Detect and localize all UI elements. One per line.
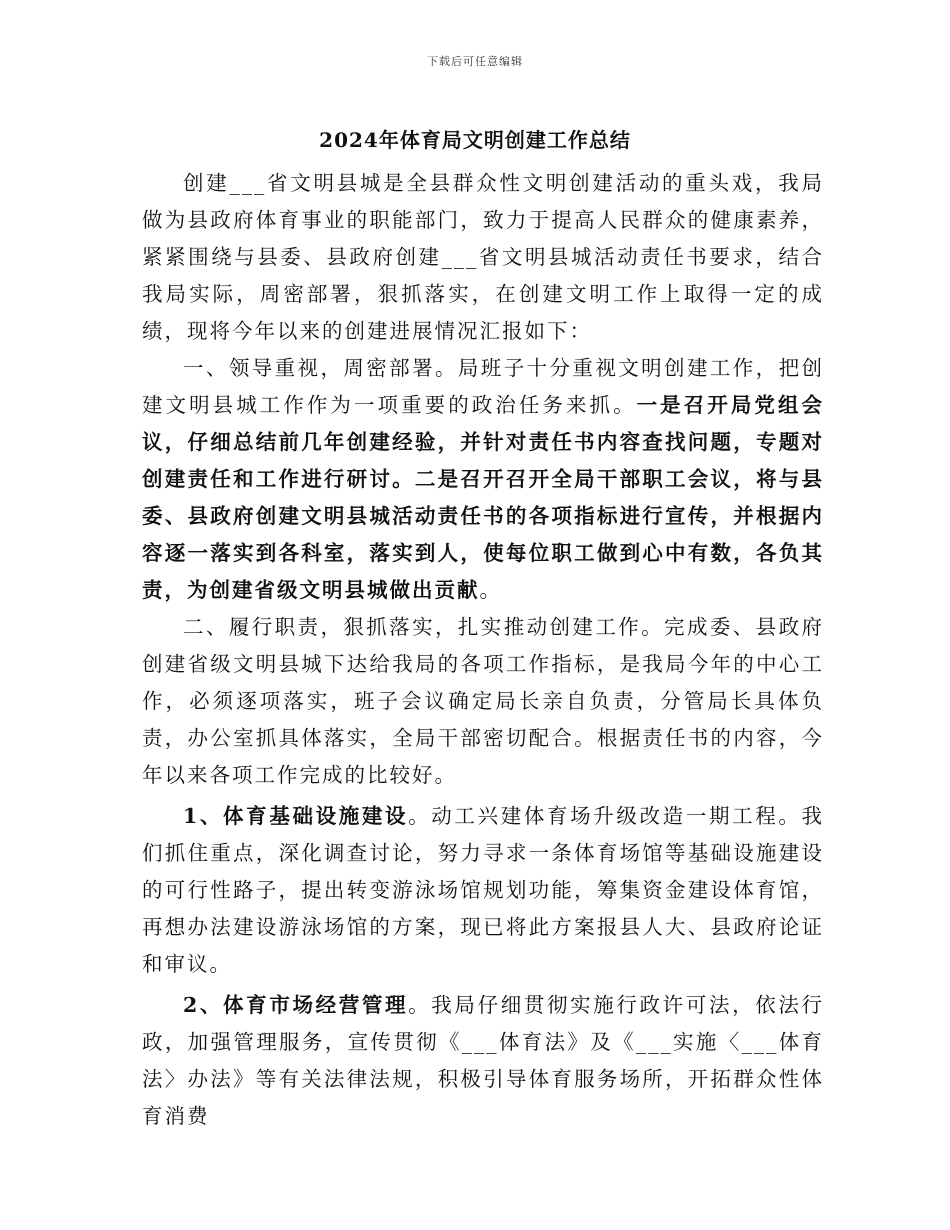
document-body (142, 165, 824, 1135)
paragraph-leadership-text: 一、领导重视，周密部署。局班子十分重视文明创建工作，把创建文明县城工作作为一项重要的政治任务来抓。 (142, 356, 824, 417)
page-header-note: 下载后可任意编辑 (427, 55, 523, 68)
paragraph-market-heading: 2、体育市场经营管理 (183, 993, 409, 1017)
paragraph-infrastructure-text: 。动工兴建体育场升级改造一期工程。我们抓住重点，深化调查讨论，努力寻求一条体育场馆等基础设施建设的可行性路子，提出转变游泳场馆规划功能，筹集资金建设体育馆，再想办法建设游泳场馆的方案，现已将此方案报县人大、县政府论证和审议。 (142, 804, 825, 976)
paragraph-leadership (142, 350, 824, 609)
paragraph-infrastructure-heading: 1、体育基础设施建设 (183, 804, 409, 828)
paragraph-market-text: 。我局仔细贯彻实施行政许可法，依法行政，加强管理服务，宣传贯彻《___体育法》及《___实施〈___体育法〉办法》等有关法律法规，积极引导体育服务场所，开拓群众性体育消费 (142, 993, 825, 1128)
document-title: 2024年体育局文明创建工作总结 (319, 128, 631, 152)
paragraph-leadership-bold-text: 一是召开局党组会议，仔细总结前几年创建经验，并针对责任书内容查找问题，专题对创建责任和工作进行研讨。二是召开召开全局干部职工会议，将与县委、县政府创建文明县城活动责任书的各项指标进行宣传，并根据内容逐一落实到各科室，落实到人，使每位职工做到心中有数，各负其责，为创建省级文明县城做出贡献 (142, 393, 824, 602)
paragraph-market (142, 987, 824, 1135)
paragraph-leadership-end: 。 (479, 578, 502, 602)
paragraph-intro: 创建___省文明县城是全县群众性文明创建活动的重头戏，我局做为县政府体育事业的职能部门，致力于提高人民群众的健康素养，紧紧围绕与县委、县政府创建___省文明县城活动责任书要求，结合我局实际，周密部署，狠抓落实，在创建文明工作上取得一定的成绩，现将今年以来的创建进展情况汇报如下： (142, 171, 824, 343)
paragraph-infrastructure (142, 798, 824, 983)
paragraph-duties: 二、履行职责，狠抓落实，扎实推动创建工作。完成委、县政府创建省级文明县城下达给我局的各项工作指标，是我局今年的中心工作，必须逐项落实，班子会议确定局长亲自负责，分管局长具体负责，办公室抓具体落实，全局干部密切配合。根据责任书的内容，今年以来各项工作完成的比较好。 (142, 615, 824, 787)
